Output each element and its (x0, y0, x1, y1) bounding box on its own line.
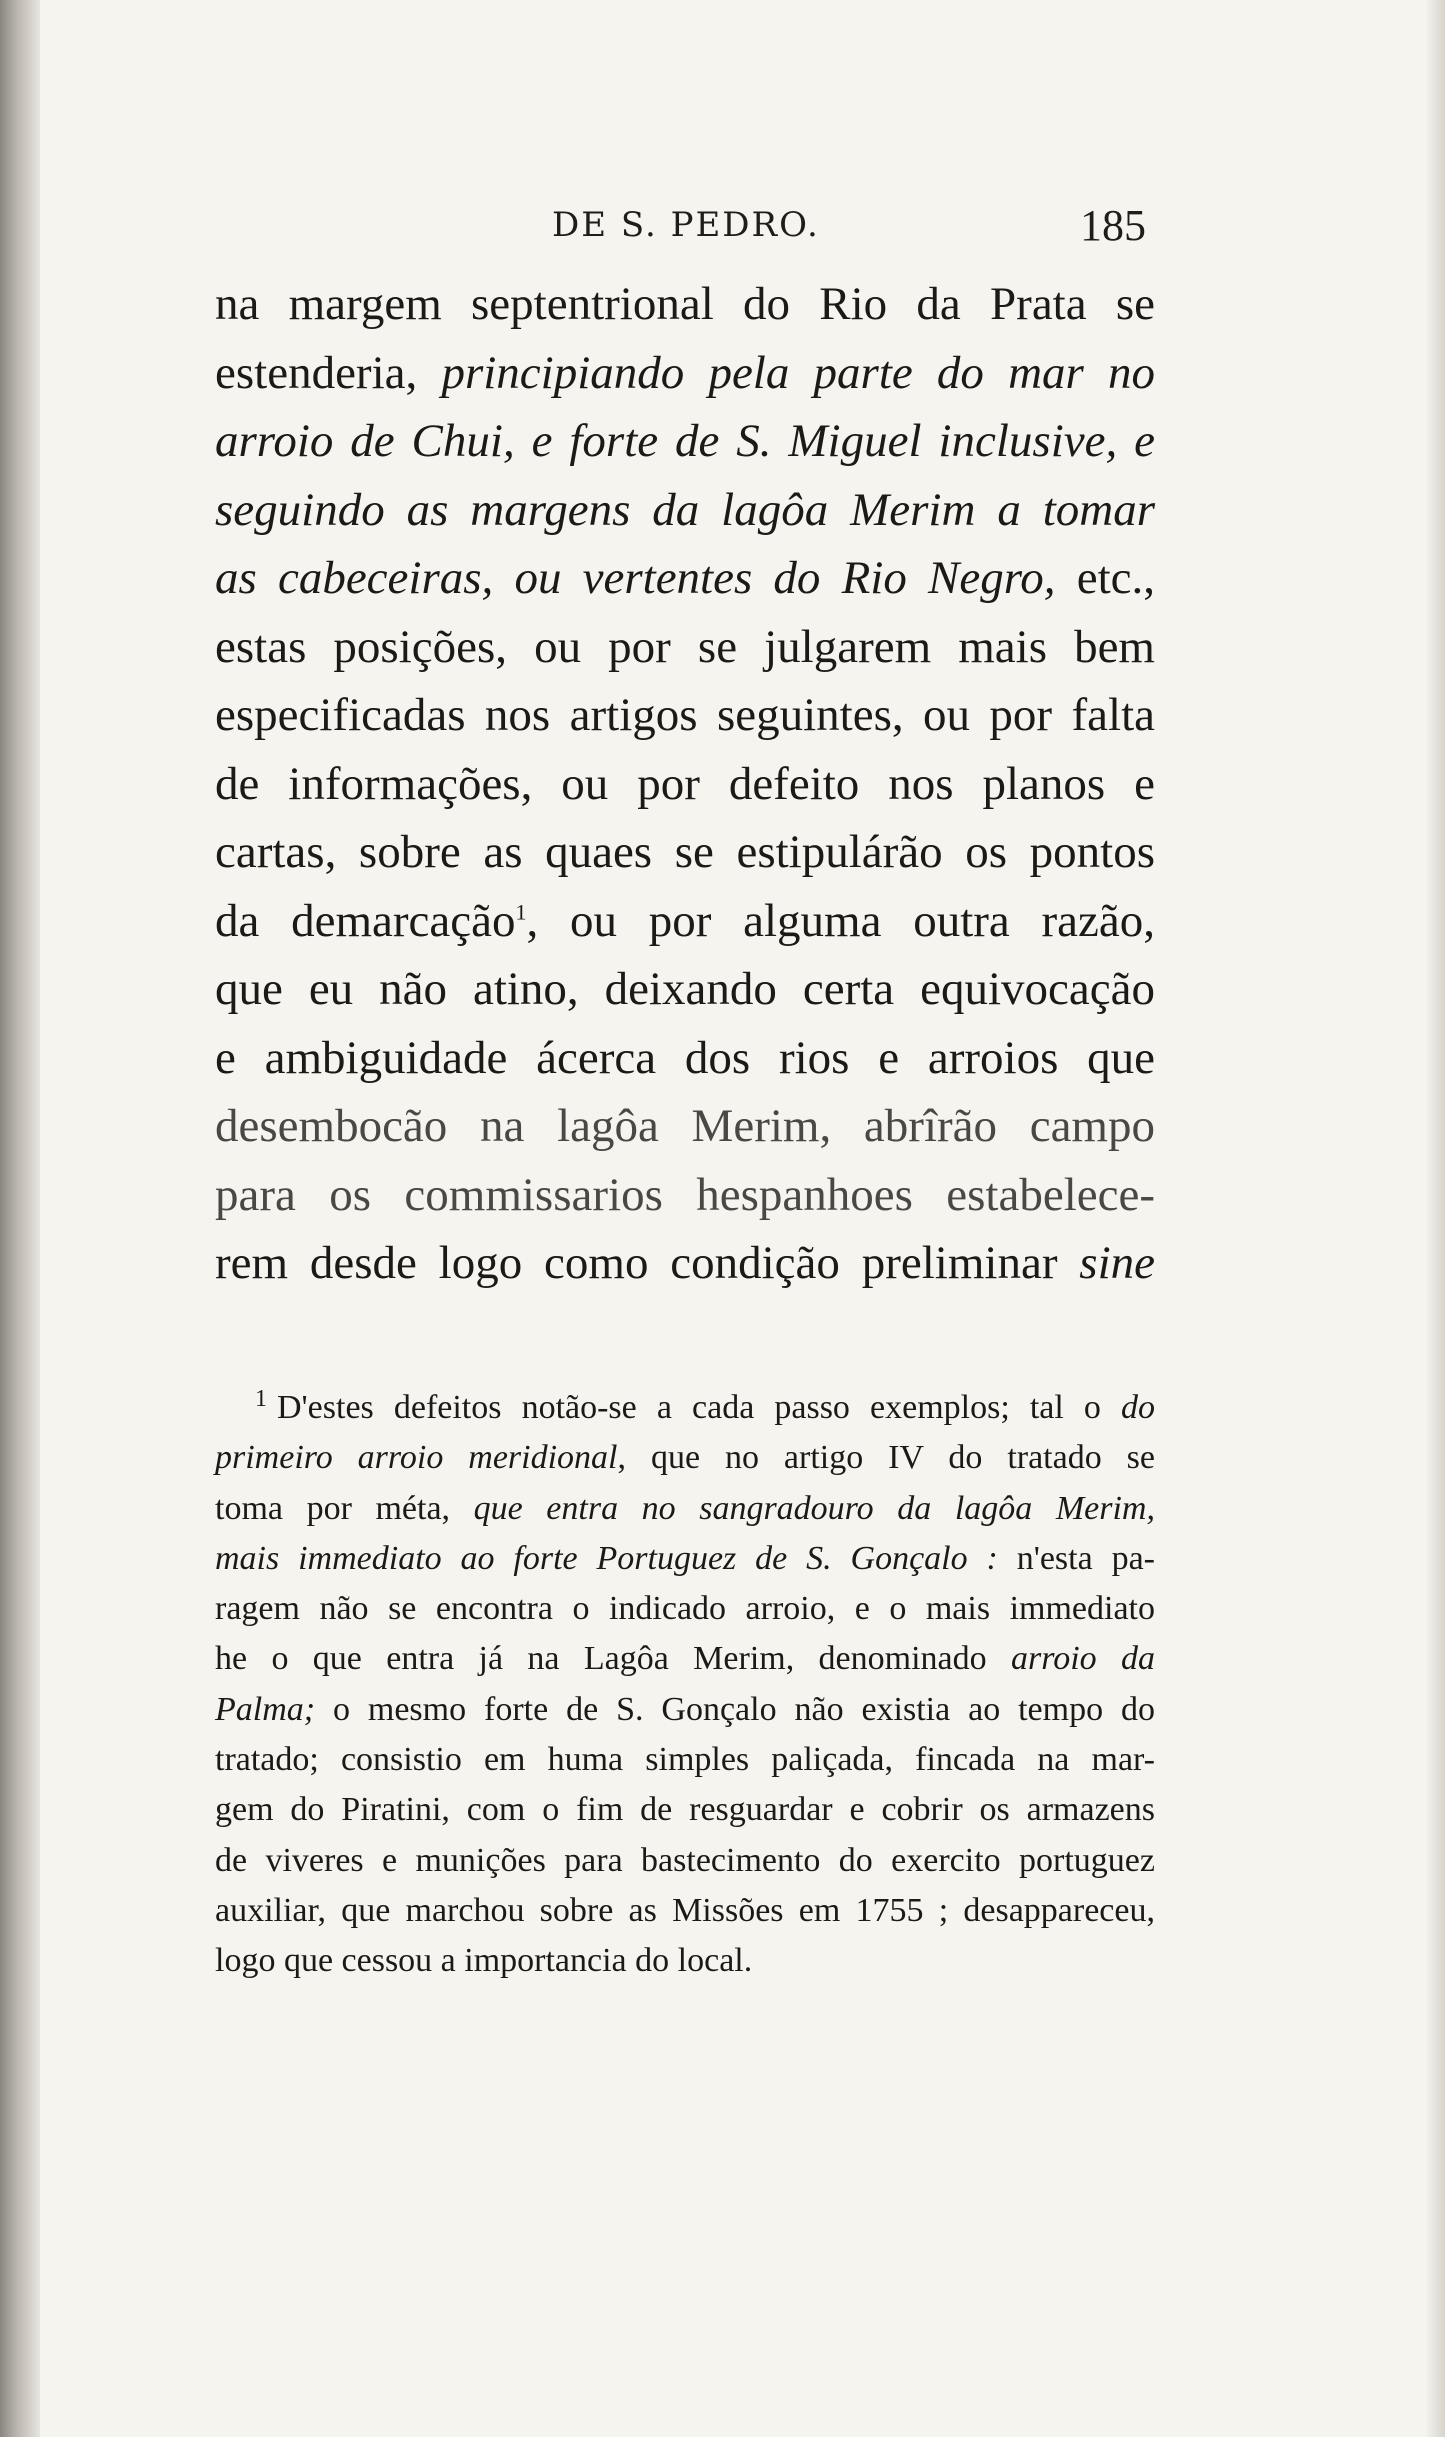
footnote-line-8: tratado; consistio em huma simples paliçada, fincada na mar- (215, 1741, 1155, 1779)
body-line-5: as cabeceiras, ou vertentes do Rio Negro, etc., (215, 552, 1155, 604)
body-line-6: estas posições, ou por se julgarem mais bem (215, 620, 1155, 673)
footnote-line-11: auxiliar, que marchou sobre as Missões em 1755 ; desappareceu, (215, 1891, 1155, 1929)
footnote-marker: 1 (255, 1385, 267, 1412)
body-line-12: e ambiguidade ácerca dos rios e arroios que (215, 1031, 1155, 1084)
footnote-line-1: $^1$ D'estes defeitos notão-se a cada passo exemplos; tal o do (255, 1385, 1155, 1426)
footnote-line-7: Palma; o mesmo forte de S. Gonçalo não existia ao tempo do (215, 1690, 1155, 1728)
footnote-line-9: gem do Piratini, com o fim de resguardar e cobrir os armazens (215, 1791, 1155, 1829)
footnote-reference: 1 (515, 898, 527, 924)
body-text (215, 270, 1155, 1298)
body-line-11: que eu não atino, deixando certa equivocação (215, 963, 1155, 1015)
body-line-4: seguindo as margens da lagôa Merim a tomar (215, 483, 1155, 536)
footnote-line-4: mais immediato ao forte Portuguez de S. Gonçalo : n'esta pa- (215, 1539, 1155, 1577)
footnote-line-12: logo que cessou a importancia do local. (215, 1942, 753, 1980)
body-line-15: rem desde logo como condição preliminar sine (215, 1237, 1155, 1289)
binding-shadow (0, 0, 40, 2437)
footnote-line-10: de viveres e munições para bastecimento do exercito portuguez (215, 1841, 1155, 1879)
footnote-line-5: ragem não se encontra o indicado arroio, e o mais immediato (215, 1590, 1155, 1628)
body-line-14: para os commissarios hespanhoes estabelece- (215, 1168, 1155, 1221)
body-line-8: de informações, ou por defeito nos planos e (215, 757, 1155, 810)
body-line-2: estenderia, principiando pela parte do mar no (215, 346, 1155, 399)
running-title: DE S. PEDRO. (552, 205, 820, 245)
body-line-10: da demarcação$^1$, ou por alguma outra razão, (215, 894, 1155, 947)
footnote-line-3: toma por méta, que entra no sangradouro da lagôa Merim, (215, 1489, 1155, 1527)
footnote-line-6: he o que entra já na Lagôa Merim, denominado arroio da (215, 1640, 1155, 1678)
body-line-1: na margem septentrional do Rio da Prata se (215, 278, 1155, 330)
page-number: 185 (1080, 201, 1146, 250)
body-line-7: especificadas nos artigos seguintes, ou por falta (215, 689, 1155, 741)
footnote (215, 1383, 1155, 1987)
body-line-3: arroio de Chui, e forte de S. Miguel inclusive, e (215, 415, 1155, 467)
body-line-9: cartas, sobre as quaes se estipulárão os pontos (215, 826, 1155, 878)
body-line-13: desembocão na lagôa Merim, abrîrão campo (215, 1100, 1155, 1152)
footnote-line-2: primeiro arroio meridional, que no artigo IV do tratado se (215, 1439, 1155, 1477)
page-edge (1425, 0, 1445, 2437)
